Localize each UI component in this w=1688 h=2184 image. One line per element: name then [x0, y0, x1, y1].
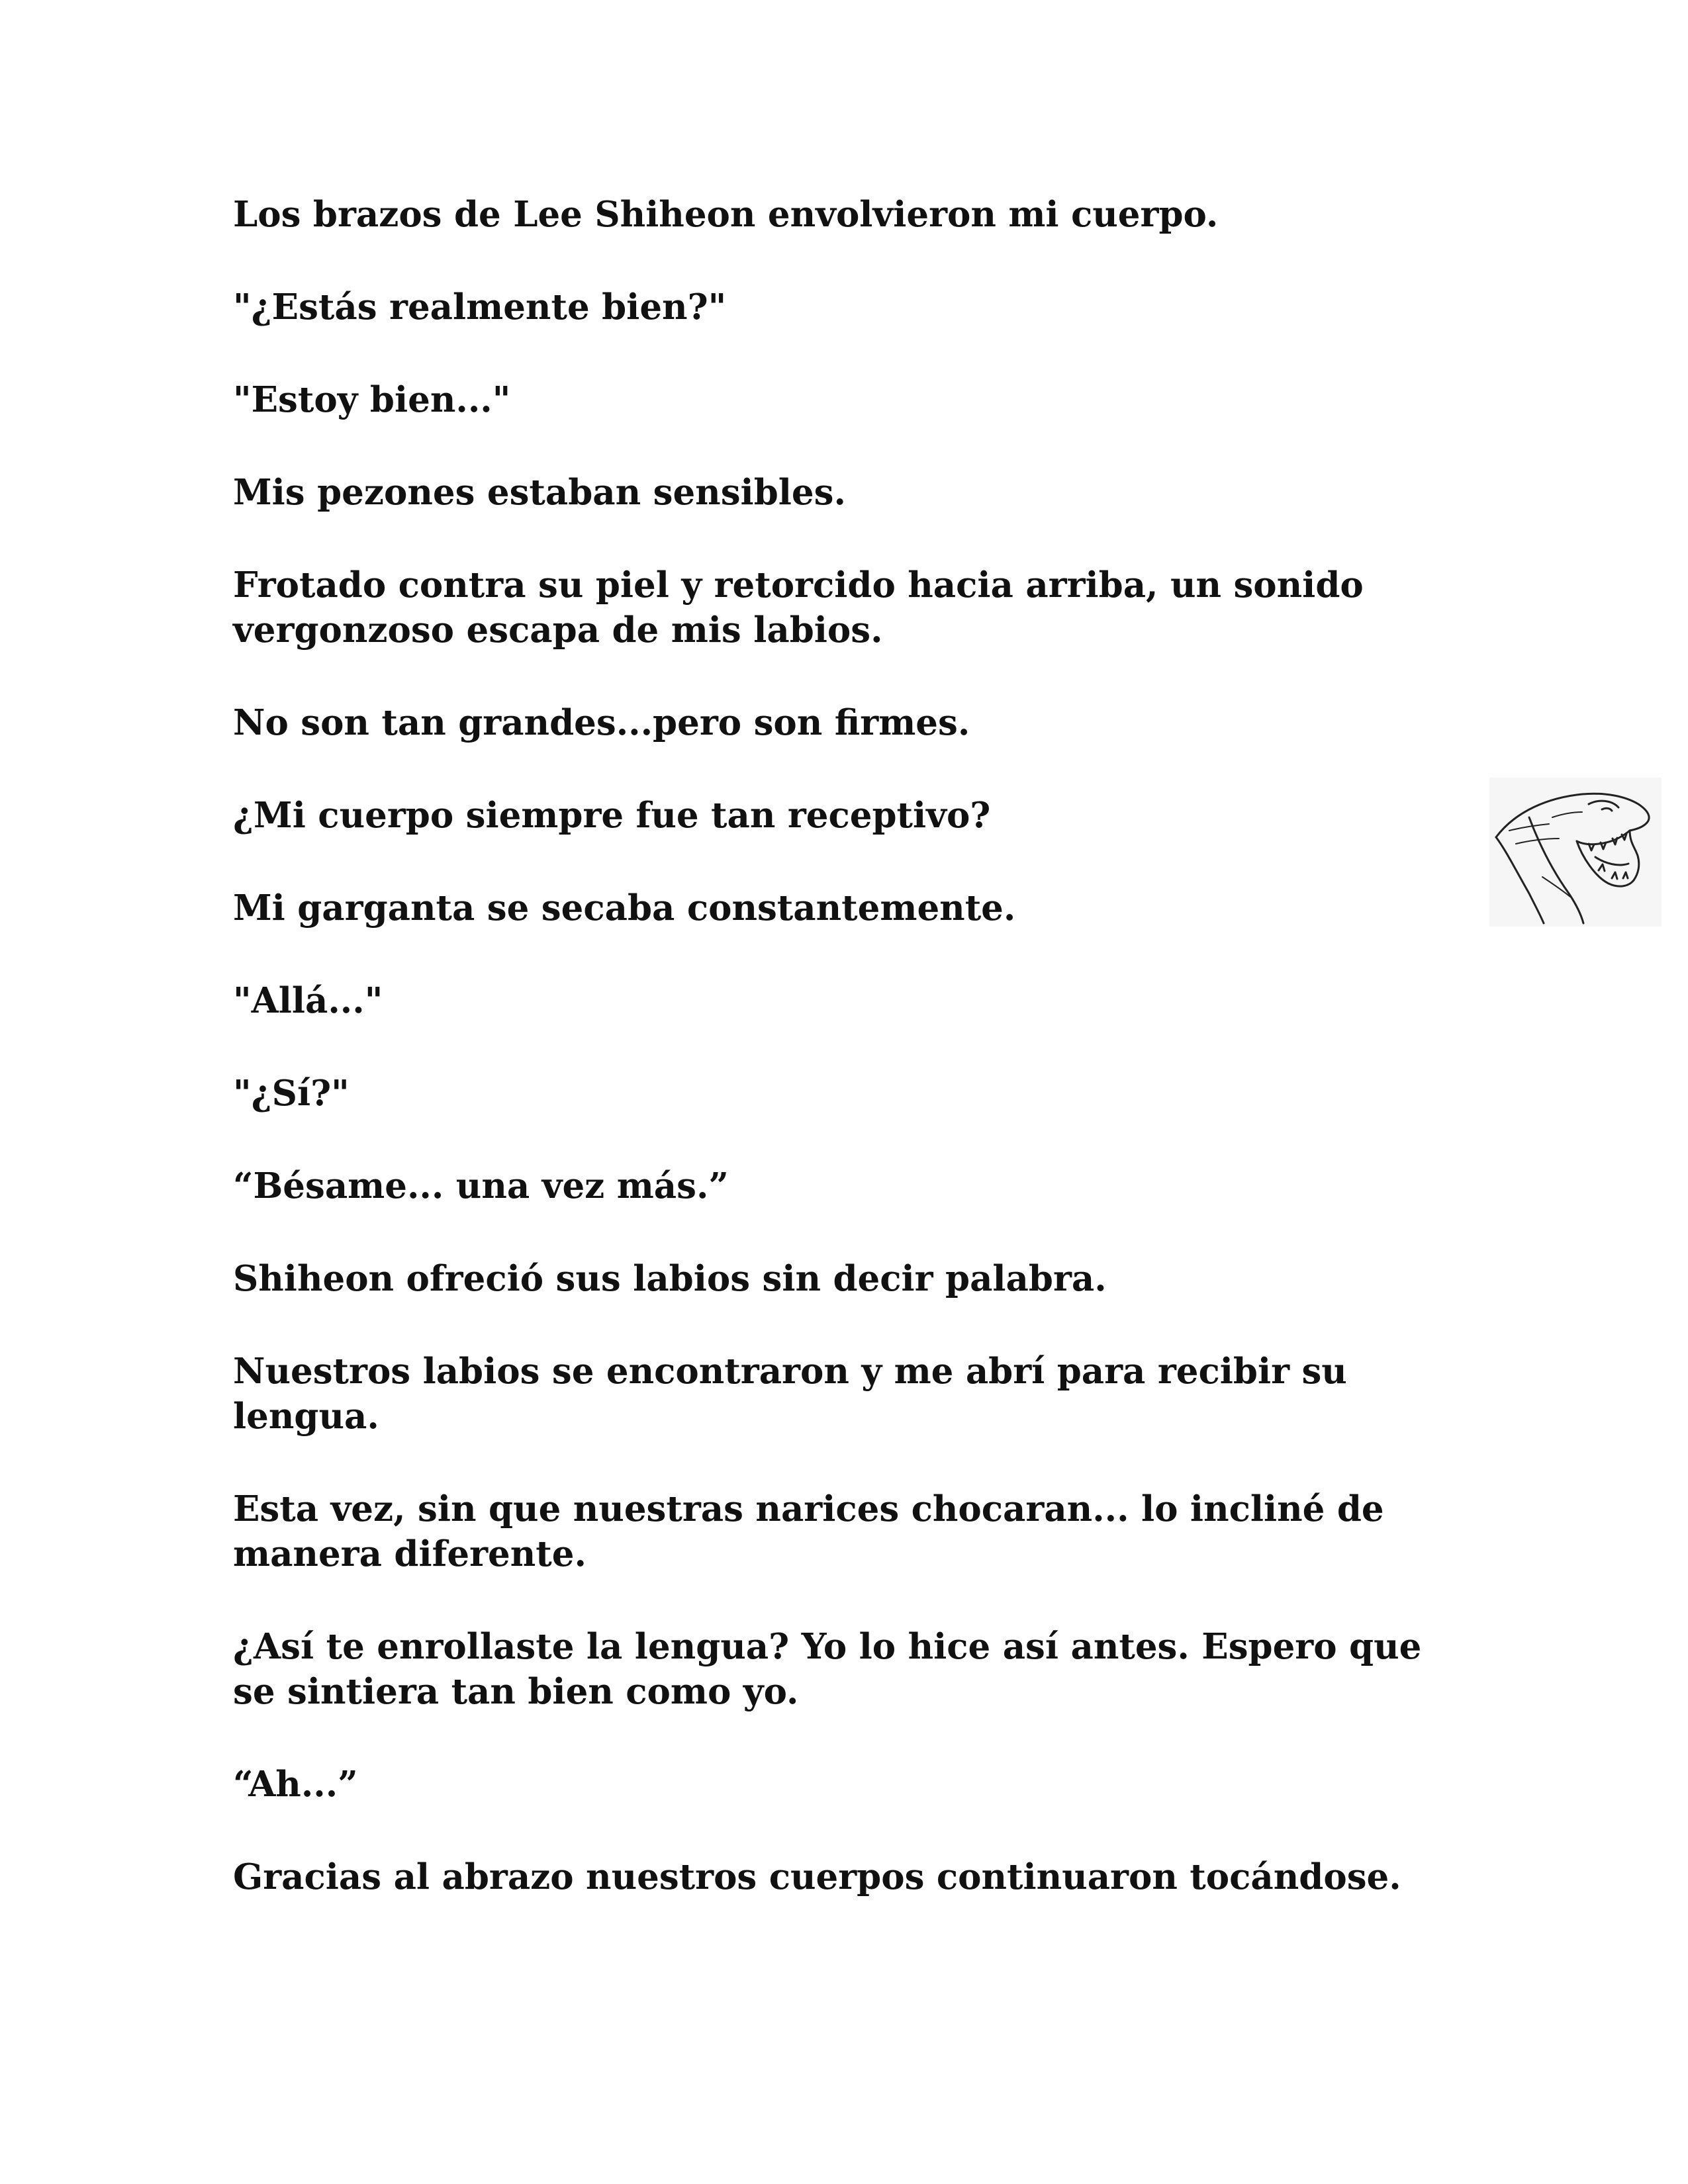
paragraph: Shiheon ofreció sus labios sin decir palabra.	[233, 1258, 1107, 1299]
paragraph: Mi garganta se secaba constantemente.	[233, 887, 1016, 929]
paragraph: "¿Sí?"	[233, 1073, 350, 1114]
paragraph: Mis pezones estaban sensibles.	[233, 472, 846, 513]
paragraph: “Ah...”	[233, 1764, 358, 1805]
paragraph: Gracias al abrazo nuestros cuerpos continuaron tocándose.	[233, 1856, 1401, 1897]
paragraph: "Allá..."	[233, 980, 383, 1021]
paragraph: Nuestros labios se encontraron y me abrí para recibir su lengua.	[233, 1351, 1347, 1437]
paragraph: No son tan grandes...pero son firmes.	[233, 702, 970, 743]
paragraph: ¿Mi cuerpo siempre fue tan receptivo?	[233, 795, 991, 836]
paragraph: ¿Así te enrollaste la lengua? Yo lo hice así antes. Espero que se sintiera tan bien como yo.	[233, 1626, 1422, 1712]
paragraph: Esta vez, sin que nuestras narices chocaran... lo incliné de manera diferente.	[233, 1488, 1384, 1574]
paragraph: “Bésame... una vez más.”	[233, 1165, 729, 1206]
paragraph: "Estoy bien..."	[233, 379, 511, 420]
paragraph: "¿Estás realmente bien?"	[233, 287, 727, 328]
paragraph: Frotado contra su piel y retorcido hacia arriba, un sonido vergonzoso escapa de mis labios.	[233, 565, 1364, 651]
paragraph: Los brazos de Lee Shiheon envolvieron mi cuerpo.	[233, 194, 1219, 235]
document-body	[233, 192, 1438, 1947]
dinosaur-head-icon	[1489, 778, 1662, 927]
